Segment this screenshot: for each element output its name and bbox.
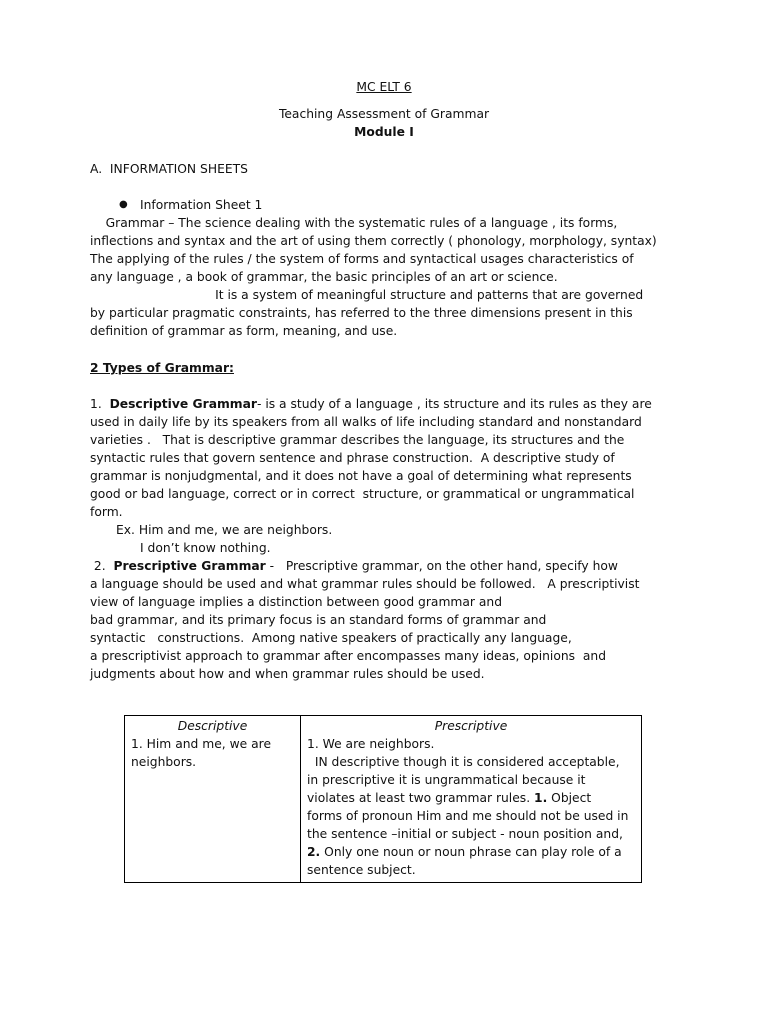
course-code: MC ELT 6 <box>356 80 412 94</box>
rule-number-1: 1. <box>534 791 548 805</box>
bullet-icon: ● <box>119 199 128 210</box>
document-title: Teaching Assessment of Grammar <box>278 107 490 121</box>
prescriptive-cell-line: in prescriptive it is ungrammatical because it <box>307 773 586 787</box>
prescriptive-term: Prescriptive Grammar <box>113 559 266 573</box>
prescriptive-cell-line: IN descriptive though it is considered acceptable, <box>307 755 620 769</box>
rule-text: Object <box>547 791 592 805</box>
example-line-1: Ex. Him and me, we are neighbors. <box>116 523 333 537</box>
prescriptive-first-line <box>90 557 618 575</box>
prescriptive-cell-line: forms of pronoun Him and me should not be used in <box>307 809 629 823</box>
module-label: Module I <box>354 125 414 139</box>
section-a-heading: A. INFORMATION SHEETS <box>90 162 248 176</box>
types-heading: 2 Types of Grammar: <box>90 361 234 375</box>
descriptive-number: 1. <box>90 397 110 411</box>
comparison-table <box>124 715 642 883</box>
descriptive-line: grammar is nonjudgmental, and it does not have a goal of determining what represents <box>90 469 632 483</box>
descriptive-term: Descriptive Grammar <box>109 397 257 411</box>
rule-text: Only one noun or noun phrase can play role of a <box>320 845 622 859</box>
prescriptive-number: 2. <box>90 559 114 573</box>
para2-line: It is a system of meaningful structure and patterns that are governed <box>90 288 644 302</box>
prescriptive-line: syntactic constructions. Among native speakers of practically any language, <box>90 631 572 645</box>
prescriptive-cell-line <box>307 789 635 807</box>
prescriptive-line: bad grammar, and its primary focus is an standard forms of grammar and <box>90 613 547 627</box>
prescriptive-line: a prescriptivist approach to grammar after encompasses many ideas, opinions and <box>90 649 607 663</box>
para1-line: The applying of the rules / the system of forms and syntactical usages characteristics of <box>90 252 634 266</box>
para1-line: inflections and syntax and the art of using them correctly ( phonology, morphology, syntax) <box>90 234 657 248</box>
prescriptive-line: a language should be used and what grammar rules should be followed. A prescriptivist <box>90 577 640 591</box>
prescriptive-cell-line: the sentence –initial or subject - noun position and, <box>307 827 623 841</box>
prescriptive-cell-line: 1. We are neighbors. <box>307 737 435 751</box>
descriptive-line: used in daily life by its speakers from all walks of life including standard and nonstandard <box>90 415 642 429</box>
para1-line: any language , a book of grammar, the basic principles of an art or science. <box>90 270 558 284</box>
descriptive-line: good or bad language, correct or in correct structure, or grammatical or ungrammatical <box>90 487 635 501</box>
prescriptive-definition-start: - Prescriptive grammar, on the other hand, specify how <box>265 559 618 573</box>
prescriptive-cell-line <box>307 843 635 861</box>
descriptive-definition-start: - is a study of a language , its structure and its rules as they are <box>256 397 652 411</box>
info-sheet-label: Information Sheet 1 <box>140 198 263 212</box>
descriptive-cell <box>125 716 301 883</box>
rule-number-2: 2. <box>307 845 321 859</box>
table-row <box>125 716 642 883</box>
para2-line: by particular pragmatic constraints, has referred to the three dimensions present in this <box>90 306 633 320</box>
descriptive-cell-line: 1. Him and me, we are <box>131 737 272 751</box>
prescriptive-line: judgments about how and when grammar rules should be used. <box>90 667 485 681</box>
descriptive-line: form. <box>90 505 123 519</box>
para1-line: Grammar – The science dealing with the systematic rules of a language , its forms, <box>90 216 618 230</box>
descriptive-cell-line: neighbors. <box>131 755 197 769</box>
prescriptive-line: view of language implies a distinction between good grammar and <box>90 595 503 609</box>
descriptive-first-line <box>90 395 652 413</box>
prescriptive-column-header: Prescriptive <box>434 719 508 733</box>
example-line-2: I don’t know nothing. <box>140 541 271 555</box>
rule-text: violates at least two grammar rules. <box>307 791 535 805</box>
descriptive-line: syntactic rules that govern sentence and phrase construction. A descriptive study of <box>90 451 615 465</box>
descriptive-line: varieties . That is descriptive grammar describes the language, its structures and the <box>90 433 625 447</box>
prescriptive-cell-line: sentence subject. <box>307 863 416 877</box>
prescriptive-cell <box>301 716 642 883</box>
descriptive-column-header: Descriptive <box>177 719 248 733</box>
para2-line: definition of grammar as form, meaning, and use. <box>90 324 398 338</box>
